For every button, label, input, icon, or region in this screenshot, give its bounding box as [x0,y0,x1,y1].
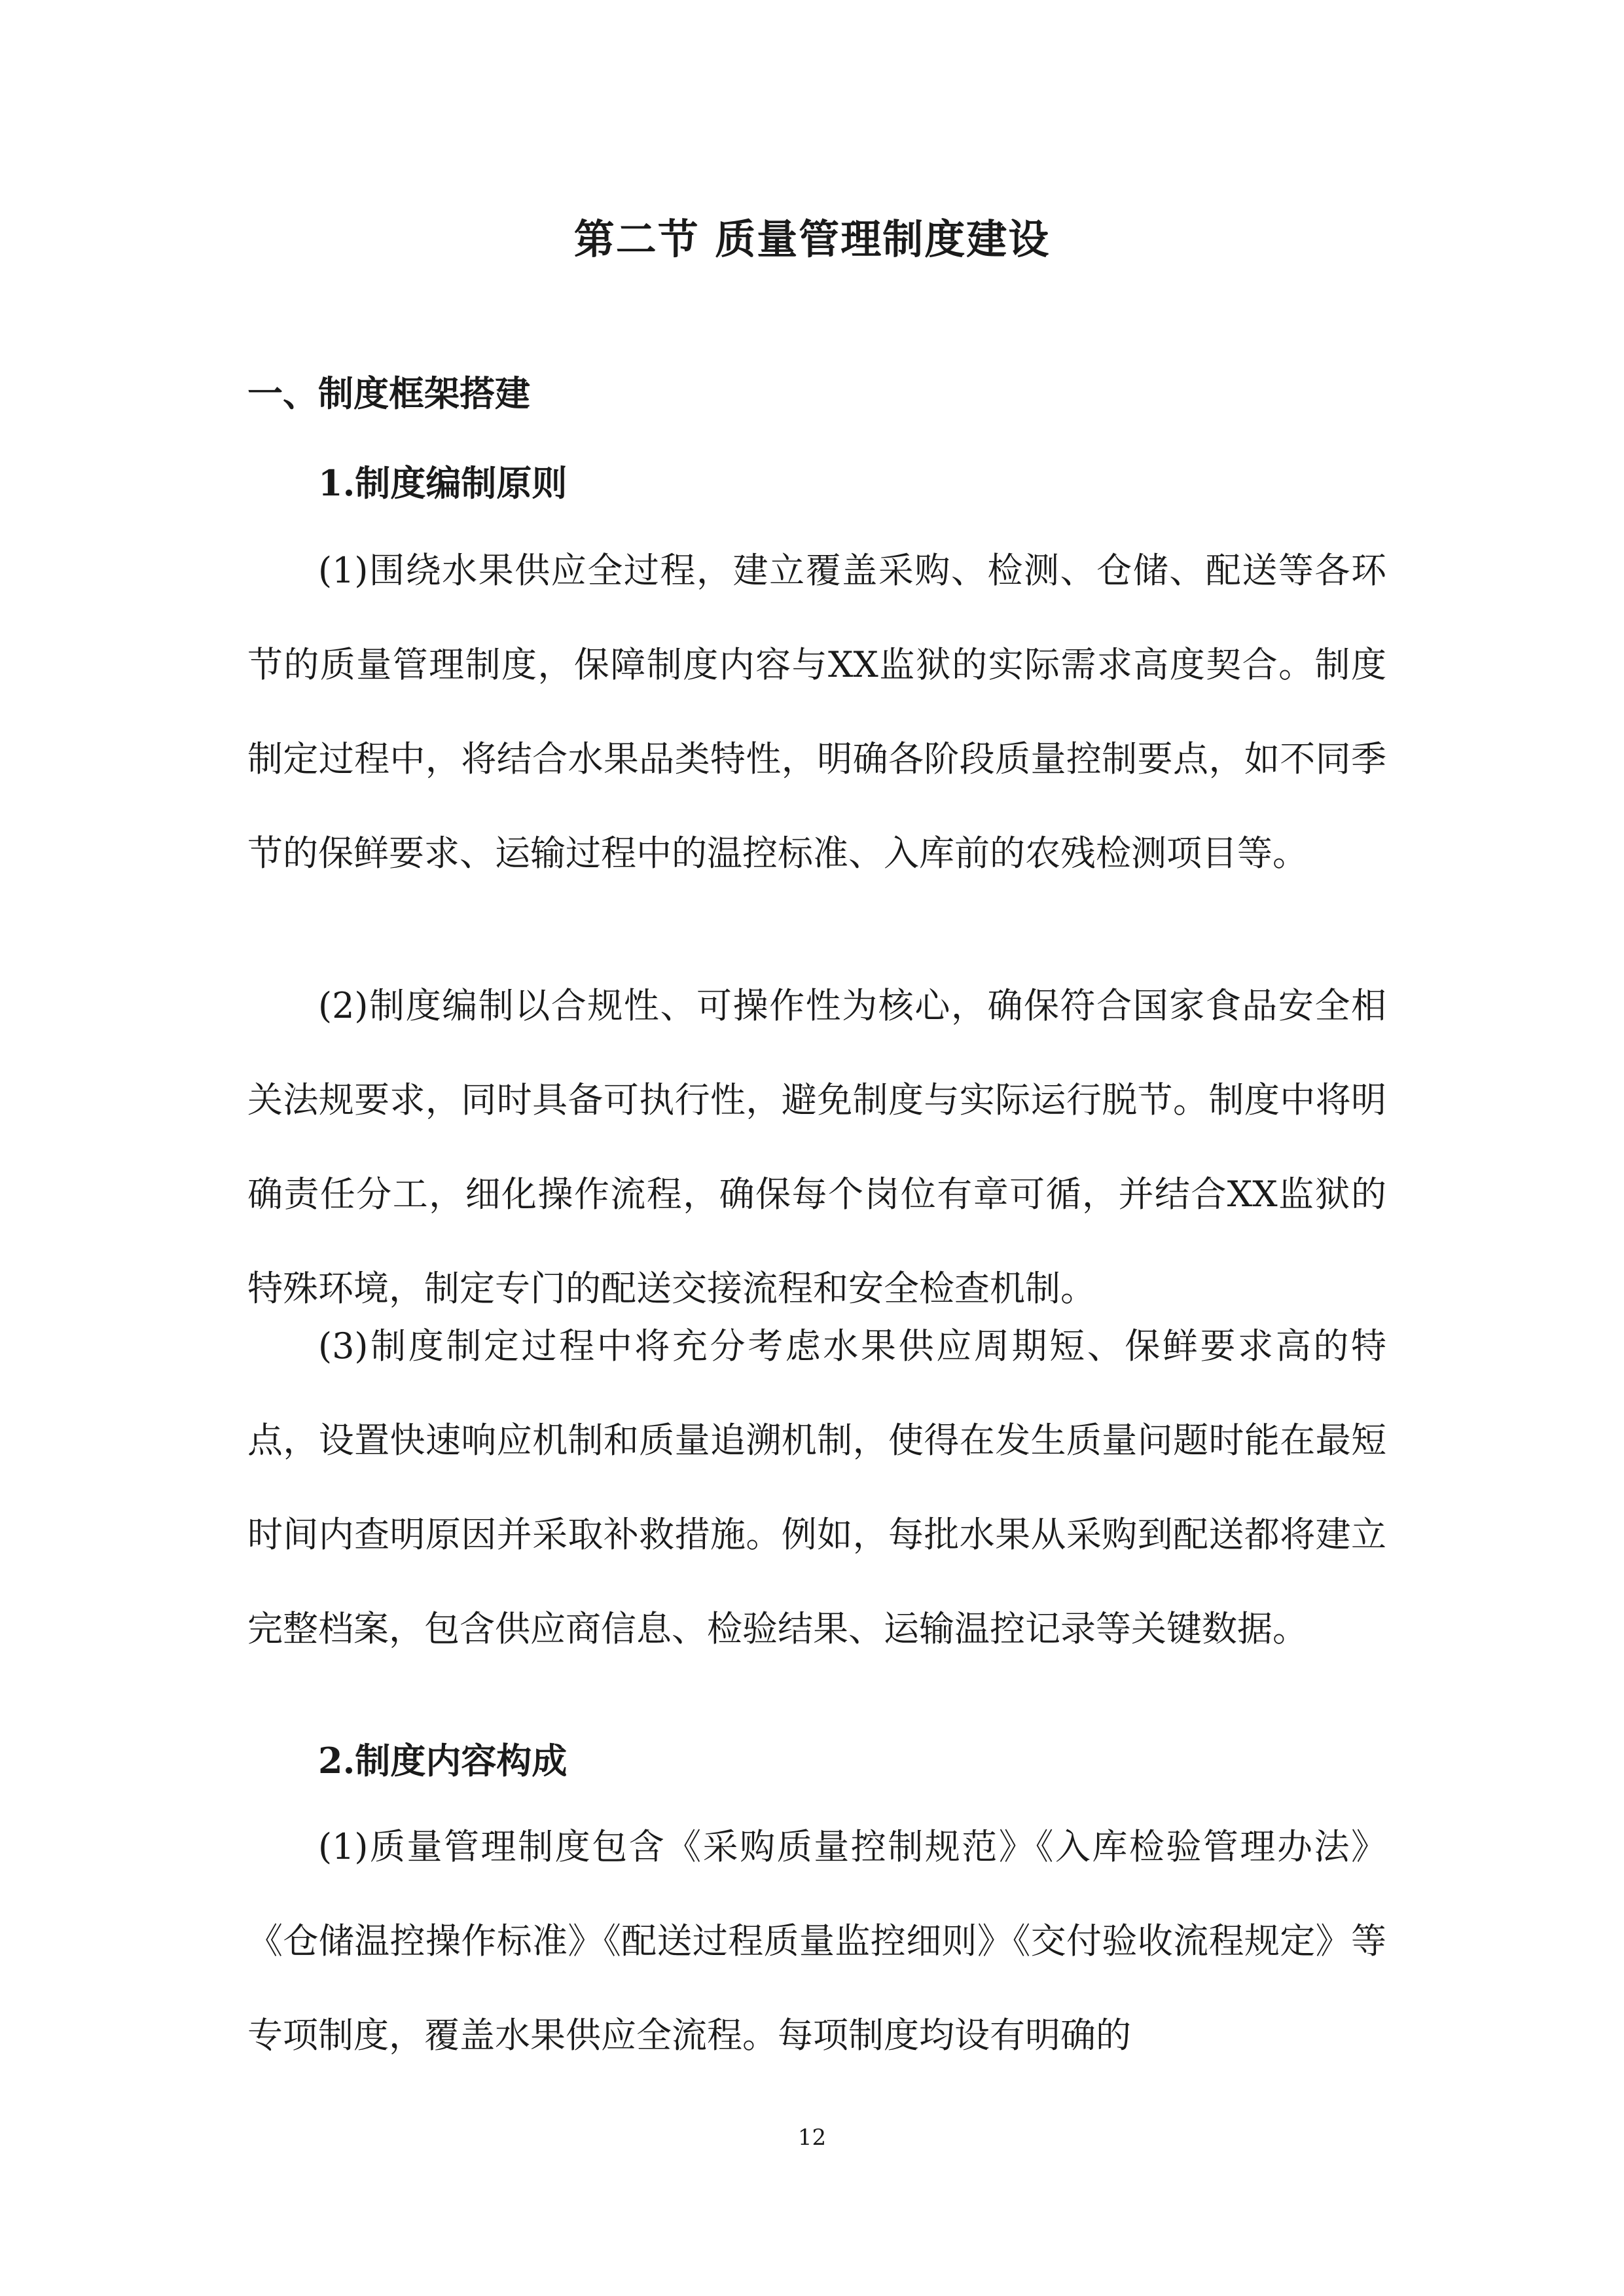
section-heading-framework: 一、制度框架搭建 [247,372,530,414]
sub-heading-principles: 1.制度编制原则 [318,462,568,504]
paragraph-principle-1: (1)围绕水果供应全过程，建立覆盖采购、检测、仓储、配送等各环节的质量管理制度，保障制度内容与XX监狱的实际需求高度契合。制度制定过程中，将结合水果品类特性，明确各阶段质量控制要点，如不同季节的保鲜要求、运输过程中的温控标准、入库前的农残检测项目等。 [247,550,1386,874]
sub-heading-content: 2.制度内容构成 [318,1740,568,1782]
page-number: 12 [797,2125,827,2151]
page-title: 第二节 质量管理制度建设 [573,215,1051,263]
paragraph-principle-2: (2)制度编制以合规性、可操作性为核心，确保符合国家食品安全相关法规要求，同时具备可执行性，避免制度与实际运行脱节。制度中将明确责任分工，细化操作流程，确保每个岗位有章可循，并结合XX监狱的特殊环境，制定专门的配送交接流程和安全检查机制。 [247,985,1386,1309]
paragraph-content-1: (1)质量管理制度包含《采购质量控制规范》《入库检验管理办法》《仓储温控操作标准》《配送过程质量监控细则》《交付验收流程规定》等专项制度，覆盖水果供应全流程。每项制度均设有明确的 [247,1826,1386,2056]
paragraph-principle-3: (3)制度制定过程中将充分考虑水果供应周期短、保鲜要求高的特点，设置快速响应机制和质量追溯机制，使得在发生质量问题时能在最短时间内查明原因并采取补救措施。例如，每批水果从采购到配送都将建立完整档案，包含供应商信息、检验结果、运输温控记录等关键数据。 [247,1325,1386,1649]
